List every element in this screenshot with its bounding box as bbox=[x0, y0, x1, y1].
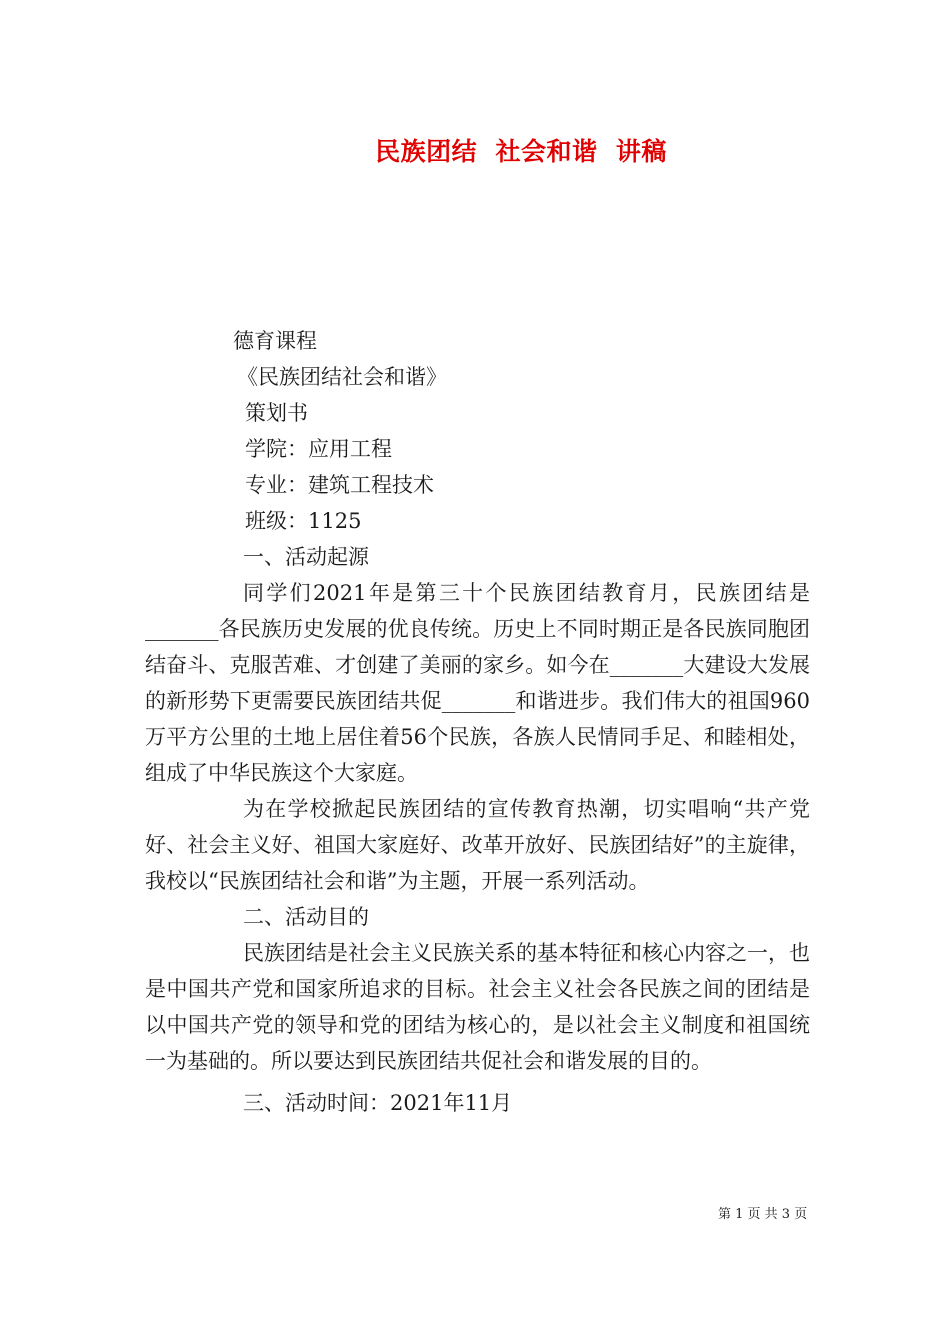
section-1-paragraph-2: 为在学校掀起民族团结的宣传教育热潮，切实唱响“共产党好、社会主义好、祖国大家庭好、改革开放好、民族团结好”的主旋律，我校以“民族团结社会和谐”为主题，开展一系列活动。 bbox=[145, 797, 810, 893]
doc-type-line: 策划书 bbox=[245, 401, 308, 425]
major-line: 专业：建筑工程技术 bbox=[245, 473, 434, 497]
document-body bbox=[145, 323, 810, 1121]
course-line: 德育课程 bbox=[233, 329, 317, 353]
topic-line: 《民族团结社会和谐》 bbox=[237, 365, 447, 389]
section-3-heading: 三、活动时间：2021年11月 bbox=[243, 1091, 513, 1115]
section-1-heading: 一、活动起源 bbox=[243, 545, 369, 569]
section-1-paragraph-1: 同学们2021年是第三十个民族团结教育月，民族团结是_______各民族历史发展的优良传统。历史上不同时期正是各民族同胞团结奋斗、克服苦难、才创建了美丽的家乡。如今在_______大建设大发展的新形势下更需要民族团结共促_______和谐进步。我们伟大的祖国960万平方公里的土地上居住着56个民族，各族人民情同手足、和睦相处，组成了中华民族这个大家庭。 bbox=[145, 581, 810, 785]
section-2-heading: 二、活动目的 bbox=[243, 905, 369, 929]
section-2-paragraph-1: 民族团结是社会主义民族关系的基本特征和核心内容之一，也是中国共产党和国家所追求的目标。社会主义社会各民族之间的团结是以中国共产党的领导和党的团结为核心的，是以社会主义制度和祖国统一为基础的。所以要达到民族团结共促社会和谐发展的目的。 bbox=[145, 941, 810, 1073]
page-number-footer: 第 1 页 共 3 页 bbox=[718, 1207, 808, 1222]
college-line: 学院：应用工程 bbox=[245, 437, 392, 461]
class-line: 班级：1125 bbox=[245, 509, 362, 533]
page-title: 民族团结 社会和谐 讲稿 bbox=[375, 137, 667, 166]
